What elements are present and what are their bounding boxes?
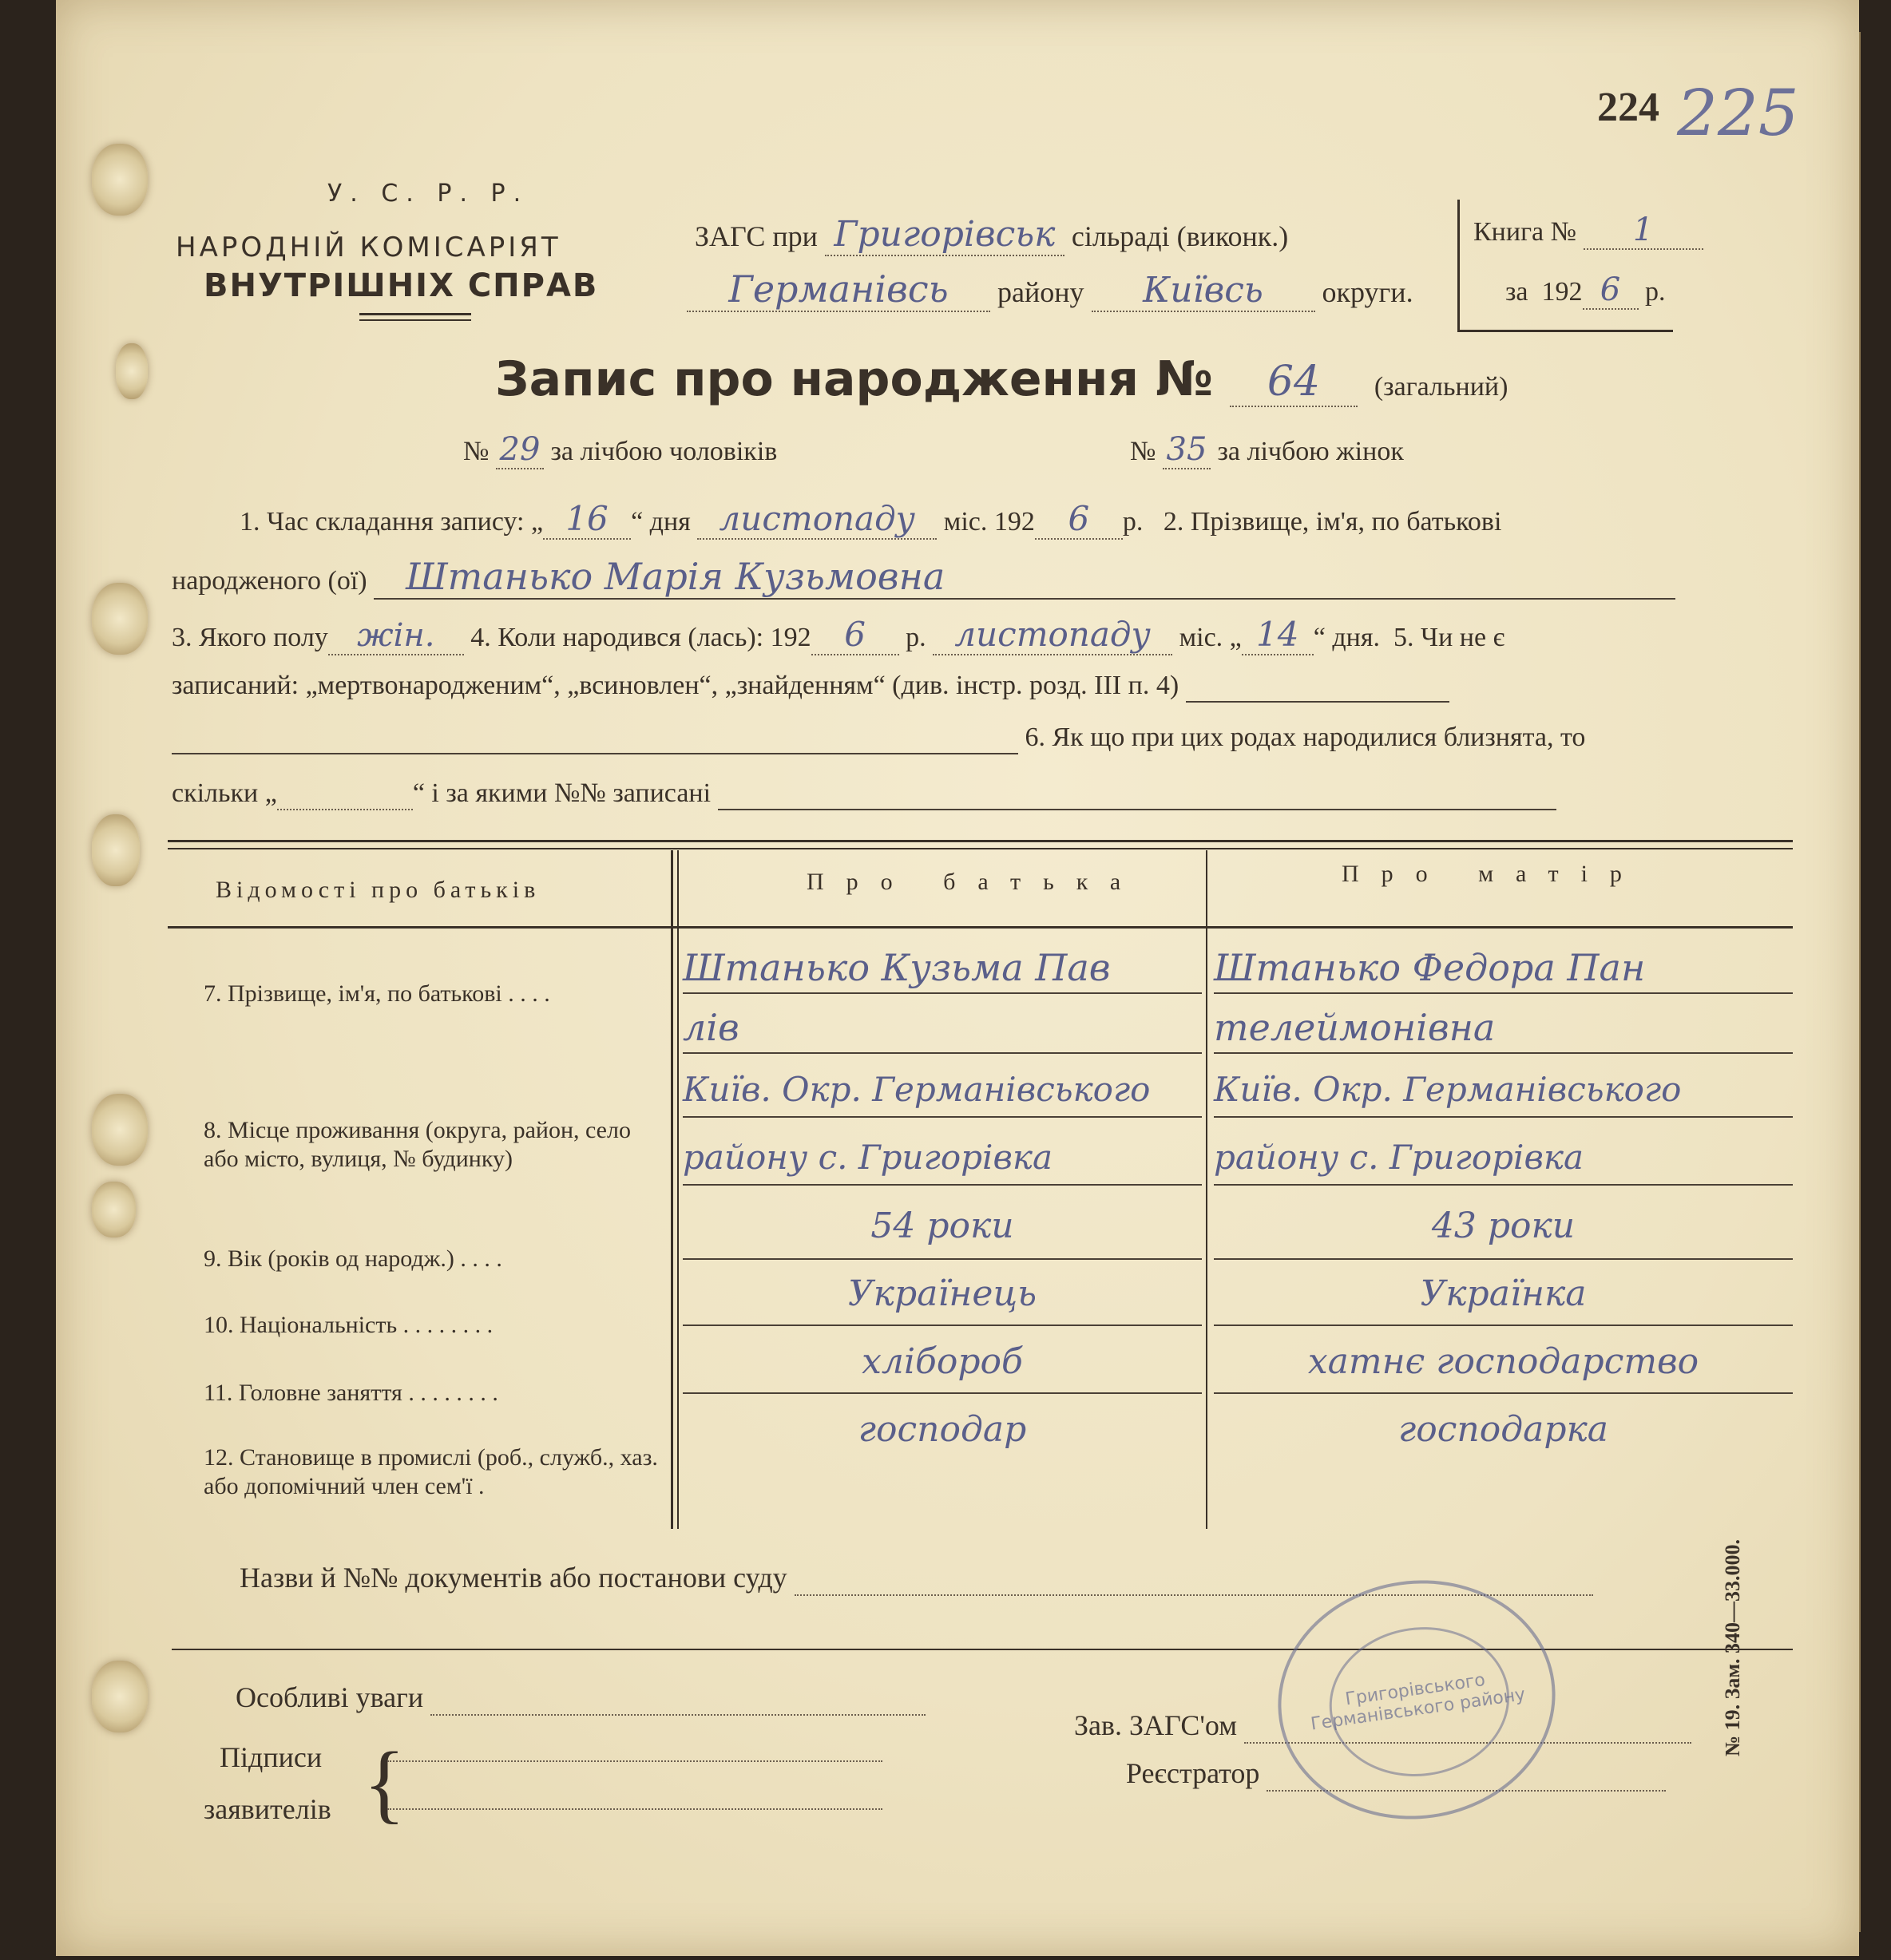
record-title: Запис про народження №: [495, 351, 1214, 407]
row-8-label: 8. Місце проживання (округа, район, село або місто, вулиця, № будинку): [204, 1117, 631, 1172]
document-page: [56, 0, 1859, 1956]
child-name-label: 2. Прізвище, ім'я, по батькові: [1163, 507, 1502, 537]
district-suffix: району: [997, 276, 1084, 308]
women-count-value: 35: [1163, 431, 1211, 469]
birth-date-label: 4. Коли народився (лась): 192: [470, 623, 811, 652]
record-date-month-suffix: міс. 192: [943, 507, 1035, 537]
row-10-mother: Українка: [1214, 1273, 1793, 1326]
remarks-value: [430, 1681, 926, 1716]
book-year-printed: 192: [1541, 277, 1583, 307]
col-header-mother: Про матір: [1342, 861, 1644, 887]
court-documents-label: Назви й №№ документів або постанови суду: [240, 1562, 787, 1594]
book-label: Книга №: [1473, 217, 1577, 247]
footer-rule: [172, 1649, 1793, 1650]
zags-prefix: ЗАГС при: [695, 220, 818, 252]
row-8-father-line-2: району с. Григорівка: [683, 1138, 1202, 1186]
record-title-suffix: (загальний): [1374, 372, 1508, 402]
district-value: Германівсь: [687, 267, 990, 312]
birth-date-month-suffix: міс. „: [1179, 623, 1242, 652]
table-top-rule: [168, 848, 1793, 849]
stillborn-label: 5. Чи не є: [1393, 623, 1505, 652]
women-count-prefix: №: [1130, 437, 1156, 466]
birth-date-year-digit: 6: [811, 615, 899, 655]
binding-hole: [116, 343, 148, 399]
row-9-mother: 43 роки: [1214, 1206, 1793, 1260]
child-name-label-2: народженого (ої): [172, 566, 367, 596]
row-7-father-line-1: Штанько Кузьма Пав: [683, 946, 1202, 994]
record-date-day-suffix: “ дня: [631, 507, 691, 537]
row-7-father-line-2: лів: [683, 1006, 1202, 1054]
binding-hole: [92, 1094, 148, 1166]
twins-count-label: скільки „: [172, 778, 277, 808]
sex-label: 3. Якого полу: [172, 623, 328, 652]
row-12-mother: господарка: [1398, 1409, 1608, 1450]
col-header-father: Про батька: [807, 869, 1144, 895]
header-rule: [359, 313, 471, 315]
binding-hole: [92, 583, 148, 655]
men-count-prefix: №: [463, 437, 490, 466]
book-year-suffix: р.: [1645, 277, 1666, 307]
twins-records-label: “ і за якими №№ записані: [412, 778, 712, 808]
twins-label: 6. Як що при цих родах народилися близнята, то: [1025, 723, 1586, 752]
row-11-father: хлібороб: [683, 1341, 1202, 1394]
stillborn-label-2: записаний: „мертвонародженим“, „всиновлен“, „знайденням“ (див. інстр. розд. III п. 4): [172, 671, 1179, 700]
row-11-mother: хатнє господарство: [1214, 1341, 1793, 1394]
village-council-value: Григорівськ: [825, 214, 1064, 256]
book-box-border: [1457, 200, 1460, 331]
stillborn-continuation-line: [172, 723, 1018, 754]
row-8-mother-line-1: Київ. Окр. Германівського: [1214, 1070, 1793, 1118]
record-date-day: 16: [543, 499, 631, 540]
men-count-value: 29: [496, 431, 544, 469]
men-count-suffix: за лічбою чоловіків: [550, 437, 778, 466]
col-header-parents: Відомості про батьків: [216, 877, 541, 903]
record-date-year-suffix: р.: [1122, 507, 1144, 537]
registrar-label: Реєстратор: [1126, 1757, 1260, 1789]
page-number-handwritten: 225: [1677, 76, 1799, 150]
row-9-father: 54 роки: [683, 1206, 1202, 1260]
okrug-suffix: округи.: [1322, 276, 1413, 308]
binding-hole: [92, 814, 140, 886]
binding-hole: [92, 1661, 148, 1732]
table-col-divider: [671, 850, 673, 1529]
row-7-mother-line-2: телеймонівна: [1214, 1006, 1793, 1054]
table-header-rule: [168, 926, 1793, 929]
signature-line-2: [387, 1800, 882, 1810]
record-number: 64: [1230, 358, 1358, 407]
stillborn-value-line: [1186, 671, 1449, 703]
header-ussr: У. С. Р. Р.: [327, 180, 529, 208]
binding-hole: [92, 144, 148, 216]
row-9-label: 9. Вік (років од народж.) . . . .: [204, 1245, 502, 1272]
birth-date-month: листопаду: [933, 615, 1172, 655]
row-7-label: 7. Прізвище, ім'я, по батькові . . . .: [204, 980, 550, 1007]
child-name-value: Штанько Марія Кузьмовна: [374, 555, 1675, 600]
women-count-suffix: за лічбою жінок: [1217, 437, 1404, 466]
row-12-label: 12. Становище в промислі (роб., служб., хаз. або допомічний член сем'ї .: [204, 1444, 658, 1499]
row-10-father: Українець: [683, 1273, 1202, 1326]
row-7-mother-line-1: Штанько Федора Пан: [1214, 946, 1793, 994]
book-number: 1: [1584, 212, 1703, 250]
table-col-divider: [1206, 850, 1207, 1529]
book-year-prefix: за: [1505, 277, 1528, 307]
signatures-brace: {: [363, 1734, 406, 1831]
twins-records-value: [718, 778, 1556, 810]
header-internal-affairs: ВНУТРІШНІХ СПРАВ: [204, 267, 599, 304]
sex-value: жін.: [328, 617, 464, 655]
record-date-year-digit: 6: [1035, 499, 1123, 540]
village-council-suffix: сільраді (виконк.): [1071, 220, 1289, 252]
row-8-father-line-1: Київ. Окр. Германівського: [683, 1070, 1202, 1118]
birth-date-day: 14: [1242, 615, 1314, 655]
birth-date-day-suffix: “ дня.: [1313, 623, 1381, 652]
signature-line-1: [387, 1752, 882, 1762]
table-col-divider: [677, 850, 679, 1529]
birth-date-year-suffix: р.: [906, 623, 926, 652]
book-year-digit: 6: [1583, 271, 1639, 310]
signatures-label-2: заявителів: [204, 1793, 331, 1825]
table-top-rule: [168, 840, 1793, 842]
record-date-label: 1. Час складання запису: „: [240, 507, 544, 537]
binding-hole: [92, 1182, 136, 1237]
zags-head-label: Зав. ЗАГС'ом: [1074, 1709, 1237, 1741]
book-box-border: [1457, 330, 1673, 332]
signatures-label: Підписи: [220, 1741, 323, 1773]
okrug-value: Київсь: [1092, 270, 1315, 312]
twins-count-value: [277, 778, 413, 810]
row-11-label: 11. Головне заняття . . . . . . . .: [204, 1380, 498, 1406]
remarks-label: Особливі уваги: [236, 1681, 424, 1713]
side-print-code: № 19. Зам. 340—33.000.: [1721, 1538, 1744, 1756]
row-10-label: 10. Національність . . . . . . . .: [204, 1312, 494, 1338]
stamp-text: Григорівського Германівського району: [1309, 1669, 1527, 1735]
official-stamp: [1263, 1562, 1571, 1837]
page-number-printed: 224: [1597, 85, 1659, 130]
row-12-father: господар: [858, 1409, 1027, 1450]
header-commissariat: НАРОДНІЙ КОМІСАРІЯТ: [176, 232, 561, 263]
record-date-month: листопаду: [697, 499, 937, 540]
row-8-mother-line-2: району с. Григорівка: [1214, 1138, 1793, 1186]
header-rule: [359, 319, 471, 321]
